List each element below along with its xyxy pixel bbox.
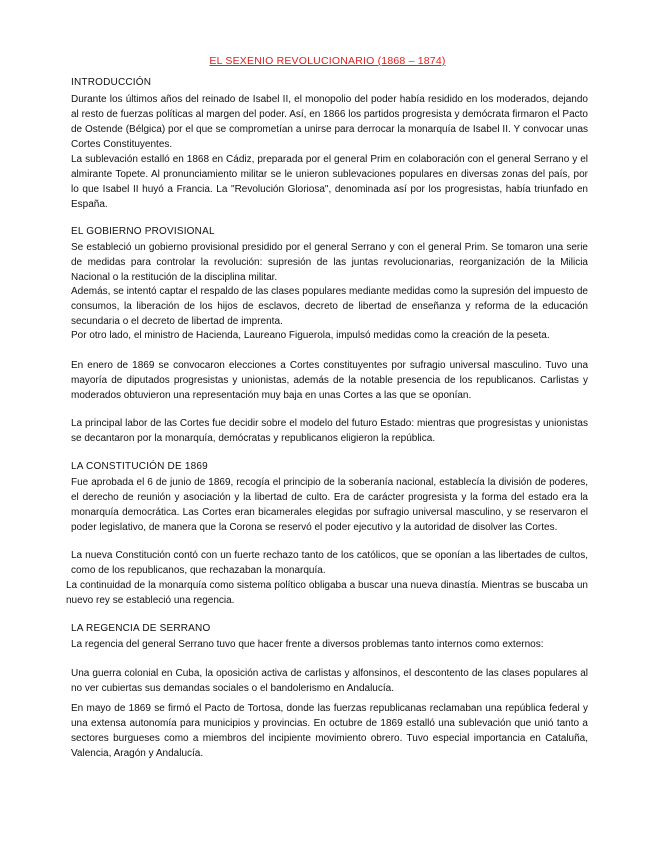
paragraph: Además, se intentó captar el respaldo de las clases populares mediante medidas como la supresión del impuesto de consumos, la liberación de los hijos de esclavos, decreto de libertad de enseñanza y reforma de la educación secundaria o el decreto de libertad de imprenta. [71, 286, 588, 327]
paragraph: La nueva Constitución contó con un fuerte rechazo tanto de los católicos, que se oponían a las libertades de cultos, como de los republicanos, que rechazaban la monarquía. [71, 550, 588, 576]
paragraph: Por otro lado, el ministro de Hacienda, Laureano Figuerola, impulsó medidas como la creación de la peseta. [71, 330, 550, 341]
paragraph: Se estableció un gobierno provisional presidido por el general Serrano y con el general Prim. Se tomaron una serie de medidas para controlar la revolución: supresión de las juntas revolucionarias, reorganización de la Milicia Nacional o la restitución de la disciplina militar. [71, 242, 588, 283]
paragraph: La sublevación estalló en 1868 en Cádiz, preparada por el general Prim en colaboración con el general Serrano y el almirante Topete. Al pronunciamiento militar se le unieron sublevaciones populares en diversas zonas del país, por lo que Isabel II huyó a Francia. La "Revolución Gloriosa", denominada así por los progresistas, había triunfado en España. [71, 154, 588, 210]
paragraph: En enero de 1869 se convocaron elecciones a Cortes constituyentes por sufragio universal masculino. Tuvo una mayoría de diputados progresistas y unionistas, además de la notable presencia de los republicanos. Carlistas y moderados obtuvieron una representación muy baja en unas Cortes a las que se oponían. [71, 360, 588, 401]
paragraph: La continuidad de la monarquía como sistema político obligaba a buscar una nueva dinastía. Mientras se buscaba un nuevo rey se estableció una regencia. [66, 580, 588, 606]
document-title: EL SEXENIO REVOLUCIONARIO (1868 – 1874) [209, 55, 446, 67]
paragraph: La principal labor de las Cortes fue decidir sobre el modelo del futuro Estado: mientras que progresistas y unionistas se decantaron por la monarquía, demócratas y republicanos eligieron la república. [71, 418, 588, 444]
paragraph: En mayo de 1869 se firmó el Pacto de Tortosa, donde las fuerzas republicanas reclamaban una república federal y una extensa autonomía para municipios y provincias. En octubre de 1869 estalló una sublevación que unió tanto a sectores burgueses como a miembros del incipiente movimiento obrero. Tuvo especial importancia en Cataluña, Valencia, Aragón y Andalucía. [71, 703, 588, 759]
section-heading-constitucion-1869: LA CONSTITUCIÓN DE 1869 [71, 461, 208, 472]
paragraph: Durante los últimos años del reinado de Isabel II, el monopolio del poder había residido en los moderados, dejando al resto de fuerzas políticas al margen del poder. Así, en 1866 los partidos progresista y demócrata firmaron el Pacto de Ostende (Bélgica) por el que se comprometían a unirse para derrocar la monarquía de Isabel II. Y convocar unas Cortes Constituyentes. [71, 94, 588, 150]
section-heading-gobierno-provisional: EL GOBIERNO PROVISIONAL [71, 226, 215, 237]
section-heading-introduccion: INTRODUCCIÓN [71, 77, 152, 88]
paragraph: Una guerra colonial en Cuba, la oposición activa de carlistas y alfonsinos, el descontento de las clases populares al no ver cubiertas sus demandas sociales o el bandolerismo en Andalucía. [71, 668, 588, 694]
paragraph: Fue aprobada el 6 de junio de 1869, recogía el principio de la soberanía nacional, establecía la división de poderes, el derecho de reunión y asociación y la libertad de culto. Era de carácter progresista y la forma del estado era la monarquía democrática. Las Cortes eran bicamerales elegidas por sufragio universal masculino, y se reservaron el poder legislativo, de manera que la Corona se reservó el poder ejecutivo y la autoridad de disolver las Cortes. [71, 477, 588, 533]
section-heading-regencia-serrano: LA REGENCIA DE SERRANO [71, 623, 211, 634]
paragraph: La regencia del general Serrano tuvo que hacer frente a diversos problemas tanto internos como externos: [71, 639, 544, 650]
